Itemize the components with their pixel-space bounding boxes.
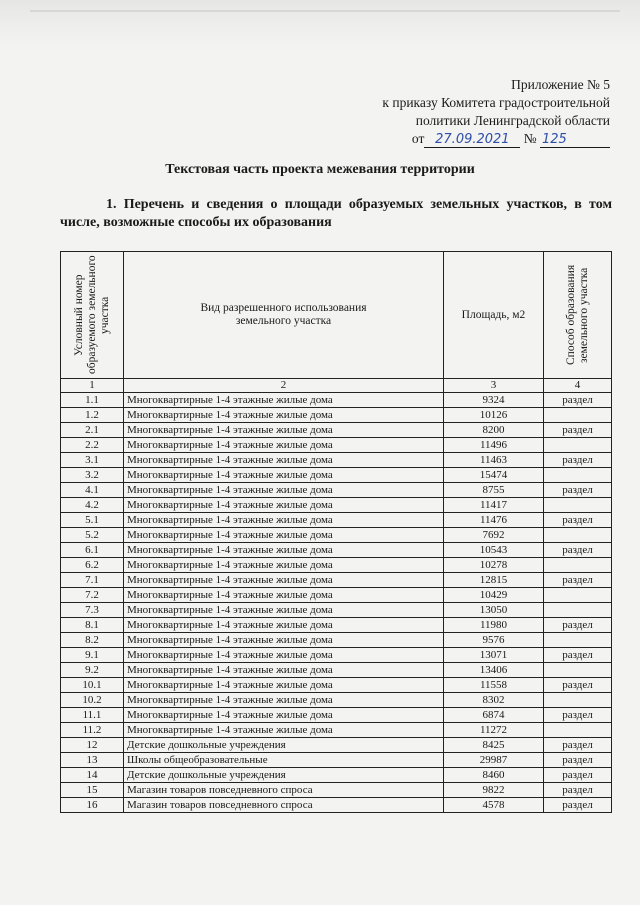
plot-number-cell: 7.1	[61, 573, 124, 588]
permitted-use-cell: Магазин товаров повседневного спроса	[124, 798, 444, 813]
formation-method-cell: раздел	[544, 393, 612, 408]
table-row	[61, 513, 612, 528]
table-row	[61, 453, 612, 468]
permitted-use-cell: Многоквартирные 1-4 этажные жилые дома	[124, 588, 444, 603]
formation-method-cell	[544, 663, 612, 678]
permitted-use-cell: Многоквартирные 1-4 этажные жилые дома	[124, 423, 444, 438]
scan-edge-shadow	[0, 0, 640, 48]
header-plot-number: Условный номер образуемого земельного участка	[61, 252, 124, 379]
plot-number-cell: 15	[61, 783, 124, 798]
permitted-use-cell: Многоквартирные 1-4 этажные жилые дома	[124, 708, 444, 723]
formation-method-cell: раздел	[544, 453, 612, 468]
table-row	[61, 408, 612, 423]
formation-method-cell	[544, 438, 612, 453]
permitted-use-cell: Многоквартирные 1-4 этажные жилые дома	[124, 678, 444, 693]
formation-method-cell: раздел	[544, 648, 612, 663]
permitted-use-cell: Многоквартирные 1-4 этажные жилые дома	[124, 633, 444, 648]
area-cell: 11558	[444, 678, 544, 693]
table-row	[61, 663, 612, 678]
area-cell: 13071	[444, 648, 544, 663]
formation-method-cell: раздел	[544, 483, 612, 498]
header-formation-method: Способ образования земельного участка	[544, 252, 612, 379]
appendix-line-3: политики Ленинградской области	[415, 113, 610, 128]
formation-method-cell: раздел	[544, 573, 612, 588]
plot-number-cell: 6.2	[61, 558, 124, 573]
plot-number-cell: 4.1	[61, 483, 124, 498]
table-row	[61, 768, 612, 783]
plot-number-cell: 1.1	[61, 393, 124, 408]
table-row	[61, 693, 612, 708]
plot-number-cell: 11.1	[61, 708, 124, 723]
permitted-use-cell: Многоквартирные 1-4 этажные жилые дома	[124, 648, 444, 663]
permitted-use-cell: Многоквартирные 1-4 этажные жилые дома	[124, 453, 444, 468]
plot-number-cell: 14	[61, 768, 124, 783]
permitted-use-cell: Многоквартирные 1-4 этажные жилые дома	[124, 543, 444, 558]
plot-number-cell: 11.2	[61, 723, 124, 738]
plot-number-cell: 10.1	[61, 678, 124, 693]
table-row	[61, 573, 612, 588]
plot-number-cell: 5.2	[61, 528, 124, 543]
area-cell: 15474	[444, 468, 544, 483]
area-cell: 8302	[444, 693, 544, 708]
permitted-use-cell: Многоквартирные 1-4 этажные жилые дома	[124, 723, 444, 738]
area-cell: 11980	[444, 618, 544, 633]
formation-method-cell: раздел	[544, 708, 612, 723]
formation-method-cell	[544, 723, 612, 738]
area-cell: 11463	[444, 453, 544, 468]
permitted-use-cell: Магазин товаров повседневного спроса	[124, 783, 444, 798]
date-prefix: от	[411, 131, 425, 146]
order-date-number-line	[412, 130, 610, 148]
table-row	[61, 783, 612, 798]
formation-method-cell	[544, 498, 612, 513]
area-cell: 9822	[444, 783, 544, 798]
permitted-use-cell: Многоквартирные 1-4 этажные жилые дома	[124, 498, 444, 513]
permitted-use-cell: Детские дошкольные учреждения	[124, 738, 444, 753]
area-cell: 11272	[444, 723, 544, 738]
plot-number-cell: 5.1	[61, 513, 124, 528]
formation-method-cell	[544, 693, 612, 708]
permitted-use-cell: Многоквартирные 1-4 этажные жилые дома	[124, 513, 444, 528]
table-row	[61, 498, 612, 513]
column-index-cell: 2	[124, 379, 444, 393]
plot-number-cell: 8.2	[61, 633, 124, 648]
table-row	[61, 423, 612, 438]
plot-number-cell: 6.1	[61, 543, 124, 558]
table-row	[61, 738, 612, 753]
table-row	[61, 438, 612, 453]
table-row	[61, 753, 612, 768]
table-row	[61, 558, 612, 573]
area-cell: 10278	[444, 558, 544, 573]
area-cell: 10429	[444, 588, 544, 603]
plot-number-cell: 2.2	[61, 438, 124, 453]
plot-number-cell: 2.1	[61, 423, 124, 438]
permitted-use-cell: Многоквартирные 1-4 этажные жилые дома	[124, 483, 444, 498]
area-cell: 13406	[444, 663, 544, 678]
plot-number-cell: 7.3	[61, 603, 124, 618]
formation-method-cell	[544, 528, 612, 543]
plot-number-cell: 9.2	[61, 663, 124, 678]
formation-method-cell	[544, 408, 612, 423]
plot-number-cell: 16	[61, 798, 124, 813]
area-cell: 10543	[444, 543, 544, 558]
table-row	[61, 603, 612, 618]
table-row	[61, 678, 612, 693]
formation-method-cell	[544, 558, 612, 573]
area-cell: 9324	[444, 393, 544, 408]
formation-method-cell: раздел	[544, 738, 612, 753]
formation-method-cell: раздел	[544, 768, 612, 783]
formation-method-cell	[544, 588, 612, 603]
area-cell: 29987	[444, 753, 544, 768]
table-row	[61, 648, 612, 663]
order-date-handwritten: 27.09.2021	[424, 133, 520, 148]
plot-number-cell: 12	[61, 738, 124, 753]
permitted-use-cell: Школы общеобразовательные	[124, 753, 444, 768]
permitted-use-cell: Многоквартирные 1-4 этажные жилые дома	[124, 528, 444, 543]
plot-number-cell: 1.2	[61, 408, 124, 423]
table-row	[61, 723, 612, 738]
permitted-use-cell: Многоквартирные 1-4 этажные жилые дома	[124, 393, 444, 408]
table-row	[61, 633, 612, 648]
column-index-cell: 3	[444, 379, 544, 393]
area-cell: 13050	[444, 603, 544, 618]
document-title: Текстовая часть проекта межевания территории	[165, 162, 475, 177]
area-cell: 12815	[444, 573, 544, 588]
table-row	[61, 528, 612, 543]
table-row	[61, 618, 612, 633]
area-cell: 7692	[444, 528, 544, 543]
table-row	[61, 393, 612, 408]
column-index-row	[61, 379, 612, 393]
formation-method-cell: раздел	[544, 798, 612, 813]
table-row	[61, 483, 612, 498]
permitted-use-cell: Многоквартирные 1-4 этажные жилые дома	[124, 573, 444, 588]
table-row	[61, 468, 612, 483]
formation-method-cell: раздел	[544, 753, 612, 768]
appendix-line-1: Приложение № 5	[511, 77, 610, 92]
column-index-cell: 4	[544, 379, 612, 393]
formation-method-cell: раздел	[544, 783, 612, 798]
formation-method-cell	[544, 603, 612, 618]
header-permitted-use: Вид разрешенного использования земельного участка	[124, 252, 444, 379]
plot-number-cell: 8.1	[61, 618, 124, 633]
formation-method-cell	[544, 633, 612, 648]
permitted-use-cell: Многоквартирные 1-4 этажные жилые дома	[124, 468, 444, 483]
appendix-line-2: к приказу Комитета градостроительной	[382, 95, 610, 110]
permitted-use-cell: Многоквартирные 1-4 этажные жилые дома	[124, 603, 444, 618]
permitted-use-cell: Многоквартирные 1-4 этажные жилые дома	[124, 558, 444, 573]
permitted-use-cell: Многоквартирные 1-4 этажные жилые дома	[124, 663, 444, 678]
area-cell: 11476	[444, 513, 544, 528]
number-prefix: №	[523, 131, 537, 146]
formation-method-cell	[544, 468, 612, 483]
area-cell: 10126	[444, 408, 544, 423]
permitted-use-cell: Многоквартирные 1-4 этажные жилые дома	[124, 618, 444, 633]
plot-number-cell: 10.2	[61, 693, 124, 708]
formation-method-cell: раздел	[544, 543, 612, 558]
permitted-use-cell: Детские дошкольные учреждения	[124, 768, 444, 783]
permitted-use-cell: Многоквартирные 1-4 этажные жилые дома	[124, 438, 444, 453]
appendix-block	[382, 76, 610, 148]
area-cell: 8460	[444, 768, 544, 783]
plot-number-cell: 13	[61, 753, 124, 768]
table-row	[61, 798, 612, 813]
formation-method-cell: раздел	[544, 513, 612, 528]
land-plots-table	[60, 251, 612, 813]
permitted-use-cell: Многоквартирные 1-4 этажные жилые дома	[124, 408, 444, 423]
order-number-handwritten: 125	[540, 133, 610, 148]
area-cell: 11417	[444, 498, 544, 513]
table-header-row	[61, 252, 612, 379]
plot-number-cell: 3.2	[61, 468, 124, 483]
formation-method-cell: раздел	[544, 618, 612, 633]
area-cell: 8425	[444, 738, 544, 753]
header-area: Площадь, м2	[444, 252, 544, 379]
plot-number-cell: 9.1	[61, 648, 124, 663]
table-row	[61, 708, 612, 723]
area-cell: 11496	[444, 438, 544, 453]
permitted-use-cell: Многоквартирные 1-4 этажные жилые дома	[124, 693, 444, 708]
plot-number-cell: 4.2	[61, 498, 124, 513]
area-cell: 9576	[444, 633, 544, 648]
area-cell: 6874	[444, 708, 544, 723]
area-cell: 8755	[444, 483, 544, 498]
formation-method-cell: раздел	[544, 423, 612, 438]
plot-number-cell: 3.1	[61, 453, 124, 468]
plot-number-cell: 7.2	[61, 588, 124, 603]
section-heading: 1. Перечень и сведения о площади образуемых земельных участков, в том числе, возможные способы их образования	[60, 197, 612, 230]
area-cell: 8200	[444, 423, 544, 438]
area-cell: 4578	[444, 798, 544, 813]
table-row	[61, 543, 612, 558]
table-row	[61, 588, 612, 603]
formation-method-cell: раздел	[544, 678, 612, 693]
column-index-cell: 1	[61, 379, 124, 393]
